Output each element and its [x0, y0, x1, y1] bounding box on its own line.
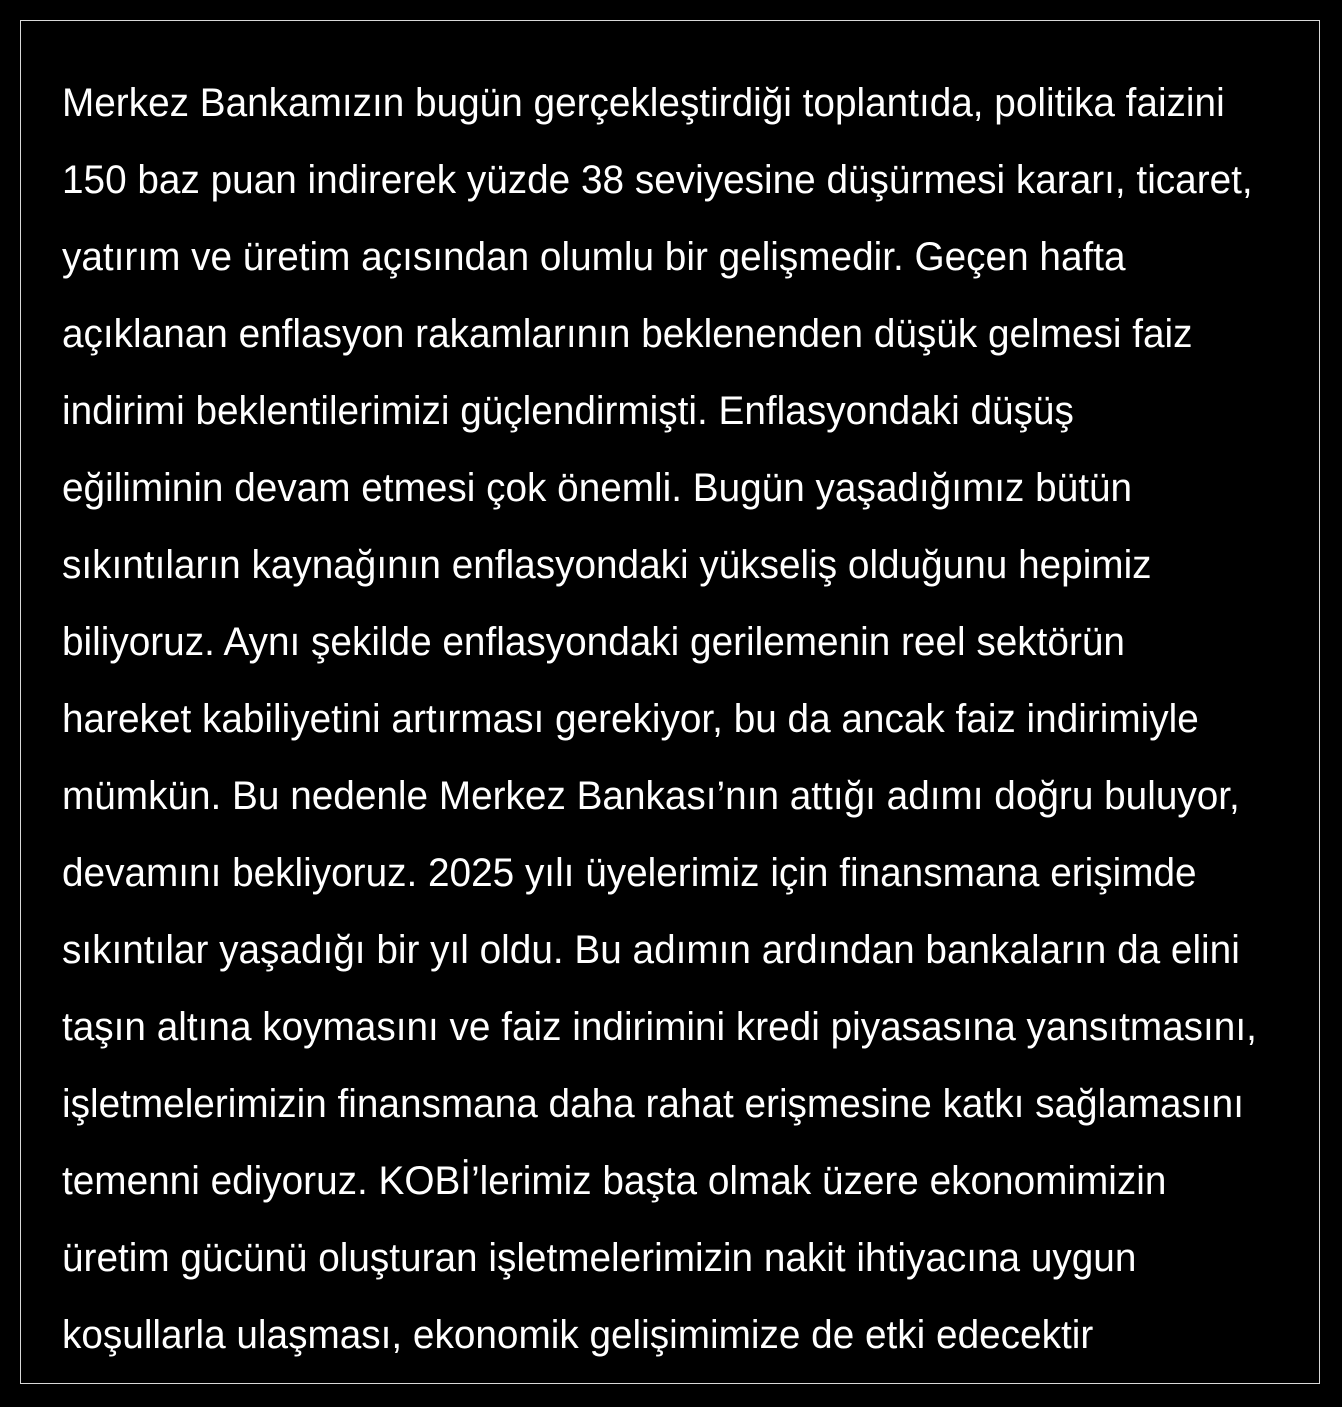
text-line: açıklanan enflasyon rakamlarının beklenenden düşük gelmesi faiz — [62, 312, 1193, 356]
statement-text — [62, 72, 1296, 1381]
text-line: 150 baz puan indirerek yüzde 38 seviyesine düşürmesi kararı, ticaret, — [62, 158, 1253, 202]
text-line: eğiliminin devam etmesi çok önemli. Bugün yaşadığımız bütün — [62, 466, 1133, 510]
text-line: biliyoruz. Aynı şekilde enflasyondaki gerilemenin reel sektörün — [62, 620, 1125, 664]
text-line: temenni ediyoruz. KOBİ’lerimiz başta olmak üzere ekonomimizin — [62, 1159, 1167, 1203]
text-line: işletmelerimizin finansmana daha rahat erişmesine katkı sağlamasını — [62, 1082, 1244, 1126]
text-line: devamını bekliyoruz. 2025 yılı üyelerimiz için finansmana erişimde — [62, 851, 1197, 895]
text-line: yatırım ve üretim açısından olumlu bir gelişmedir. Geçen hafta — [62, 235, 1126, 279]
text-line: indirimi beklentilerimizi güçlendirmişti. Enflasyondaki düşüş — [62, 389, 1074, 433]
text-line: hareket kabiliyetini artırması gerekiyor, bu da ancak faiz indirimiyle — [62, 697, 1199, 741]
text-line: üretim gücünü oluşturan işletmelerimizin nakit ihtiyacına uygun — [62, 1236, 1137, 1280]
text-line: mümkün. Bu nedenle Merkez Bankası’nın attığı adımı doğru buluyor, — [62, 774, 1240, 818]
text-line: sıkıntılar yaşadığı bir yıl oldu. Bu adımın ardından bankaların da elini — [62, 928, 1240, 972]
text-line: sıkıntıların kaynağının enflasyondaki yükseliş olduğunu hepimiz — [62, 543, 1152, 587]
text-line: taşın altına koymasını ve faiz indirimini kredi piyasasına yansıtmasını, — [62, 1005, 1257, 1049]
text-line: Merkez Bankamızın bugün gerçekleştirdiği toplantıda, politika faizini — [62, 81, 1225, 125]
text-line: koşullarla ulaşması, ekonomik gelişimimize de etki edecektir — [62, 1313, 1094, 1357]
